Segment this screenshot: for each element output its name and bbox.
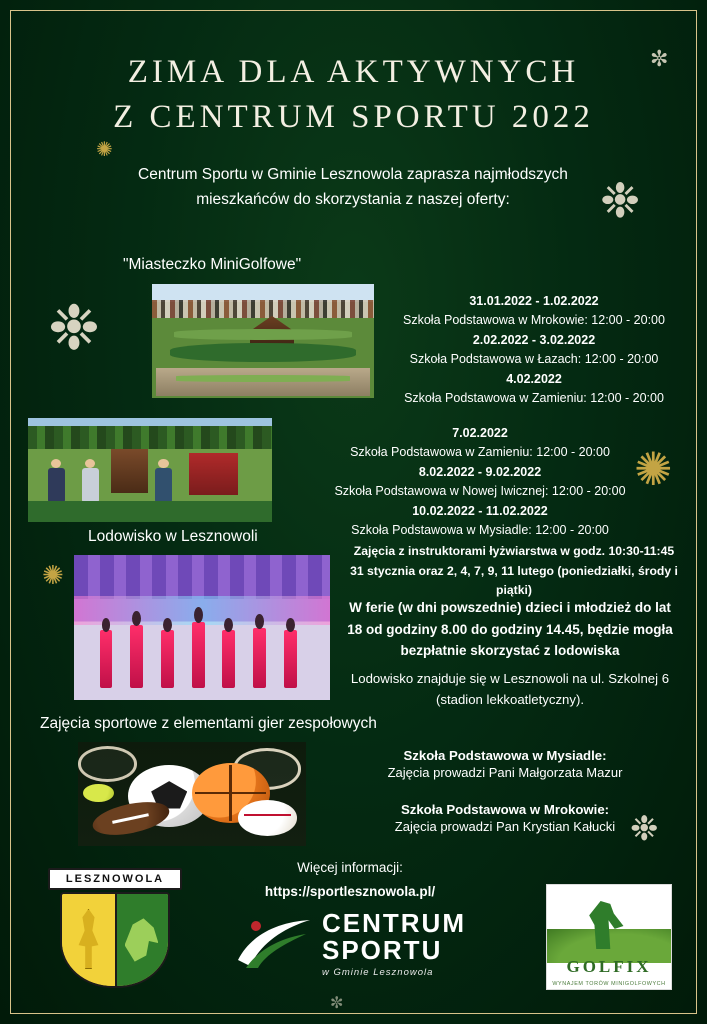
section-heading-team-sports: Zajęcia sportowe z elementami gier zespołowych (40, 715, 377, 732)
sun-icon: ✺ (96, 139, 113, 161)
snowflake-large-icon-2: ❉ (48, 294, 100, 363)
photo-decor-person (155, 468, 172, 503)
logo-lesznowola (40, 868, 190, 993)
schedule-date: 31.01.2022 - 1.02.2022 (469, 294, 599, 308)
photo-decor-tennis-ball (83, 784, 115, 803)
logo-lesznowola-banner: LESZNOWOLA (48, 868, 182, 890)
photo-decor-obstacle-1 (111, 449, 148, 493)
photo-decor-football (89, 797, 171, 842)
schedule-place: Szkoła Podstawowa w Zamieniu: 12:00 - 20:00 (350, 445, 610, 460)
intro-text: Centrum Sportu w Gminie Lesznowola zaprasza najmłodszych mieszkańców do skorzystania z naszej oferty: (138, 166, 568, 209)
photo-decor-ceiling (74, 555, 330, 599)
snowflake-icon: ✼ (650, 46, 669, 71)
photo-minigolf-course (152, 284, 374, 398)
section-heading-minigolf: "Miasteczko MiniGolfowe" (123, 256, 302, 273)
schedule-date: 8.02.2022 - 9.02.2022 (418, 464, 542, 479)
photo-sport-balls (78, 742, 306, 846)
schedule-place: Szkoła Podstawowa w Mrokowie: 12:00 - 20:00 (403, 313, 665, 328)
photo-decor-skater (192, 622, 205, 689)
photo-decor-skater (253, 628, 266, 689)
photo-decor-obstacle-2 (189, 453, 238, 495)
ice-location-info: Lodowisko znajduje się w Lesznowoli na ul. Szkolnej 6 (stadion lekkoatletyczny). (350, 671, 670, 708)
more-info-block (200, 856, 500, 905)
photo-decor-green (28, 501, 272, 522)
schedule-place: Szkoła Podstawowa w Zamieniu: 12:00 - 20:00 (404, 390, 664, 405)
website-link[interactable]: https://sportlesznowola.pl/ (264, 884, 436, 900)
sun-large-icon: ✺ (634, 443, 673, 495)
sun-icon-2: ✺ (42, 560, 64, 590)
photo-decor-skater (130, 625, 143, 689)
sports-leader-name: Zajęcia prowadzi Pan Krystian Kałucki (394, 819, 616, 834)
schedule-date: 2.02.2022 - 3.02.2022 (472, 332, 596, 347)
sports-school-name: Szkoła Podstawowa w Mysiadle: (403, 748, 607, 763)
logo-centrum-line-3: w Gminie Lesznowola (322, 966, 434, 978)
schedule-place: Szkoła Podstawowa w Nowej Iwicznej: 12:00 - 20:00 (334, 484, 626, 499)
schedule-date: 4.02.2022 (506, 371, 562, 386)
snowflake-large-icon: ❉ (600, 175, 641, 228)
photo-decor-hut (250, 316, 294, 350)
logo-golfix-word: GOLFIX (566, 957, 652, 976)
title-line-2: Z CENTRUM SPORTU 2022 (113, 98, 594, 135)
schedule-date: 10.02.2022 - 11.02.2022 (412, 503, 548, 518)
more-info-label: Więcej informacji: (297, 860, 403, 875)
sports-leader-name: Zajęcia prowadzi Pani Małgorzata Mazur (387, 765, 623, 780)
snowflake-icon-4: ✼ (330, 995, 344, 1012)
schedule-minigolf-second (280, 424, 680, 540)
snowflake-icon-3: ❉ (630, 810, 659, 848)
photo-decor-path (156, 368, 369, 395)
schedule-place: Szkoła Podstawowa w Mysiadle: 12:00 - 20:00 (351, 522, 609, 537)
sports-class-mysiadlo (340, 748, 670, 780)
logo-golfix-subtitle: WYNAJEM TORÓW MINIGOLFOWYCH (552, 981, 666, 987)
photo-decor-racket (78, 746, 137, 781)
swoosh-icon (236, 916, 314, 970)
section-heading-ice-rink: Lodowisko w Lesznowoli (88, 528, 258, 545)
ice-instructor-info (336, 542, 692, 601)
ice-instructor-line-1: Zajęcia z instruktorami łyżwiarstwa w godz. 10:30-11:45 (353, 544, 675, 558)
schedule-place: Szkoła Podstawowa w Łazach: 12:00 - 20:00 (409, 352, 659, 367)
schedule-date: 7.02.2022 (452, 426, 508, 440)
shield-right-half (115, 894, 168, 986)
logo-lesznowola-shield (60, 892, 170, 988)
shield-figure-icon (75, 909, 103, 970)
photo-decor-person (82, 468, 99, 503)
sports-school-name: Szkoła Podstawowa w Mrokowie: (400, 802, 610, 817)
sports-class-mrokow (340, 802, 670, 834)
shield-dragon-icon (125, 914, 159, 966)
photo-decor-skater (284, 630, 297, 688)
photo-ice-rink (74, 555, 330, 700)
ice-free-entry-info: W ferie (w dni powszednie) dzieci i młodzież do lat 18 od godziny 8.00 do godziny 14.45, będzie mogła bezpłatnie skorzystać z lodowiska (347, 600, 673, 659)
logo-centrum-line-1: CENTRUM (322, 908, 466, 938)
photo-minigolf-kids (28, 418, 272, 522)
page-title (0, 46, 707, 139)
logo-centrum-sportu (236, 908, 526, 980)
photo-decor-skater (100, 630, 113, 688)
photo-decor-skater (161, 630, 174, 688)
photo-decor-trees (28, 426, 272, 449)
logo-golfix (546, 884, 672, 990)
title-line-1: ZIMA DLA AKTYWNYCH (127, 54, 580, 90)
shield-divider (115, 894, 117, 986)
schedule-minigolf-first (388, 292, 680, 408)
shield-left-half (62, 894, 115, 986)
photo-decor-volleyball (238, 800, 297, 835)
ice-instructor-line-2: 31 stycznia oraz 2, 4, 7, 9, 11 lutego (poniedziałki, środy i piątki) (350, 563, 678, 598)
photo-decor-person (48, 468, 65, 503)
photo-decor-skater (222, 630, 235, 688)
logo-centrum-line-2: SPORTU (322, 935, 443, 966)
